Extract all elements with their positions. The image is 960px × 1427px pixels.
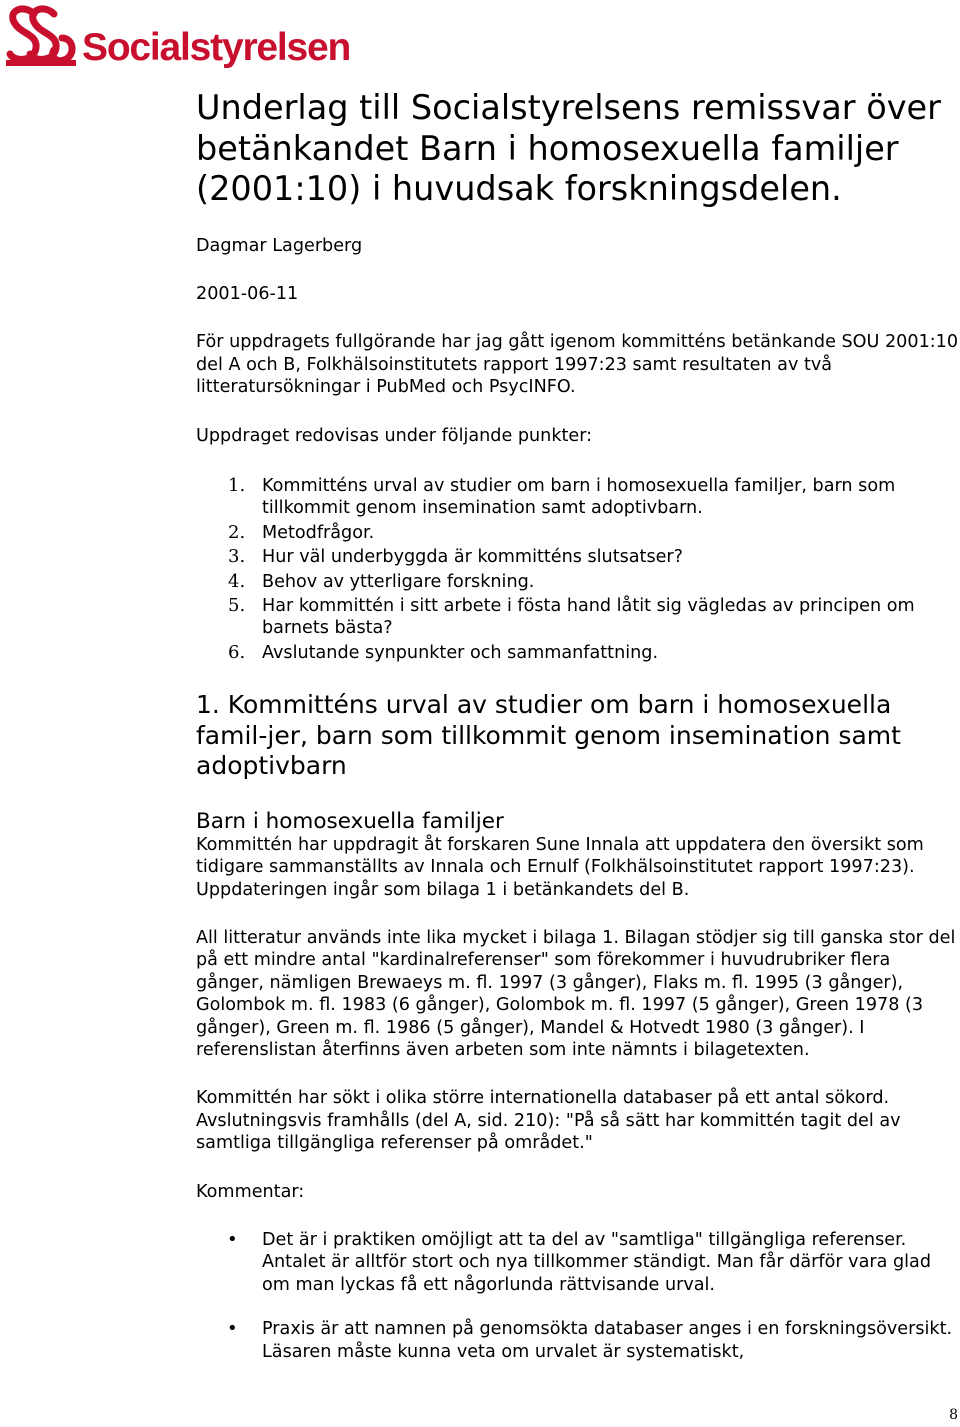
points-list (196, 475, 960, 664)
date: 2001-06-11 (196, 283, 299, 304)
list-item: 6. Avslutande synpunkter och sammanfattning. (228, 641, 659, 663)
intro-paragraph: För uppdragets fullgörande har jag gått igenom kommitténs betänkande SOU 2001:10 del A och B, Folkhälsoinstitutets rapport 1997:23 samt resultaten av två litteratursökningar i PubMed och PsycINFO. (196, 332, 959, 398)
socialstyrelsen-logo (4, 4, 351, 69)
paragraph-3: Kommittén har sökt i olika större internationella databaser på ett antal sökord. Avslutningsvis framhålls (del A, sid. 210): "På så sätt har kommittén tagit del av samtliga tillgängliga referenser på området." (196, 1088, 901, 1154)
document-title: Underlag till Socialstyrelsens remissvar över betänkandet Barn i homosexuella familjer (2001:10) i huvudsak forskningsdelen. (196, 88, 941, 208)
list-item: • Det är i praktiken omöjligt att ta del av "samtliga" tillgängliga referenser. Antalet är alltför stort och nya tillkommer ständigt. Man får därför vara glad om man lyckas få ett någorlunda rättvisande urval. (227, 1228, 931, 1295)
paragraph-2: All litteratur används inte lika mycket i bilaga 1. Bilagan stödjer sig till ganska stor del på ett mindre antal "kardinalreferenser" som förekommer i huvudrubriker flera gånger, nämligen Brewaeys m. fl. 1997 (3 gånger), Flaks m. fl. 1995 (3 gånger), Golombok m. fl. 1983 (6 gånger), Golombok m. fl. 1997 (5 gånger), Green 1978 (3 gånger), Green m. fl. 1986 (5 gånger), Mandel & Hotvedt 1980 (3 gånger). I referenslistan återfinns även arbeten som inte nämnts i bilagetexten. (196, 927, 956, 1060)
comment-bullets (196, 1229, 960, 1363)
list-item: 3. Hur väl underbyggda är kommitténs slutsatser? (228, 546, 684, 568)
list-item: 4. Behov av ytterligare forskning. (228, 570, 535, 592)
document-body (196, 88, 960, 1363)
page-number: 8 (949, 1407, 958, 1423)
paragraph-1: Kommittén har uppdragit åt forskaren Sune Innala att uppdatera den översikt som tidigare sammanställts av Innala och Ernulf (Folkhälsoinstitutet rapport 1997:23). Uppdateringen ingår som bilaga 1 i betänkandets del B. (196, 834, 924, 900)
comment-label: Kommentar: (196, 1181, 305, 1202)
list-item: 2. Metodfrågor. (228, 521, 375, 543)
bullet-icon: • (227, 1318, 238, 1340)
section-1-heading: 1. Kommitténs urval av studier om barn i homosexuella famil-jer, barn som tillkommit genom insemination samt adoptivbarn (196, 690, 901, 781)
points-intro: Uppdraget redovisas under följande punkter: (196, 425, 593, 446)
list-item: 1. Kommitténs urval av studier om barn i homosexuella familjer, barn som tillkommit genom insemination samt adoptivbarn. (228, 474, 896, 519)
list-item: 5. Har kommittén i sitt arbete i fösta hand låtit sig vägledas av principen om barnets bästa? (228, 594, 915, 639)
list-item: • Praxis är att namnen på genomsökta databaser anges i en forskningsöversikt. Läsaren måste kunna veta om urvalet är systematiskt, (227, 1318, 953, 1362)
bullet-icon: • (227, 1228, 238, 1250)
socialstyrelsen-emblem-icon (4, 4, 78, 68)
author: Dagmar Lagerberg (196, 235, 363, 256)
logo-wordmark: Socialstyrelsen (82, 26, 351, 69)
subsection-heading: Barn i homosexuella familjer (196, 808, 504, 834)
